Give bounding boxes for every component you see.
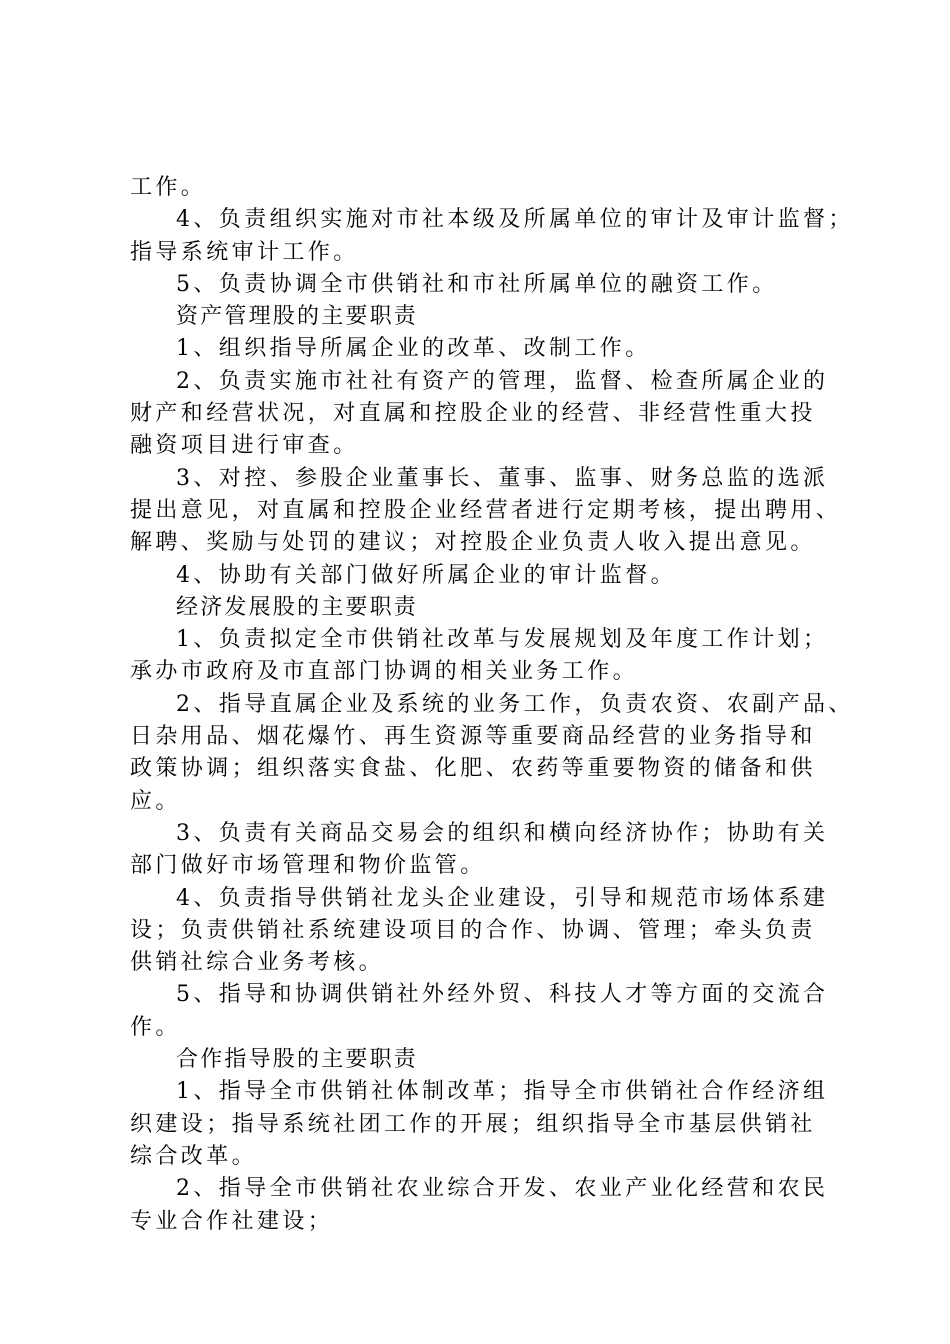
paragraph-line: 1、组织指导所属企业的改革、改制工作。 — [176, 336, 651, 362]
paragraph-line: 综合改革。 — [130, 1143, 258, 1169]
paragraph-line: 2、负责实施市社社有资产的管理，监督、检查所属企业的 — [176, 368, 829, 394]
paragraph-line: 1、负责拟定全市供销社改革与发展规划及年度工作计划； — [176, 627, 829, 653]
paragraph-line: 3、负责有关商品交易会的组织和横向经济协作；协助有关 — [176, 820, 829, 846]
paragraph-line: 4、负责指导供销社龙头企业建设，引导和规范市场体系建 — [176, 885, 829, 911]
paragraph-line: 解聘、奖励与处罚的建议；对控股企业负责人收入提出意见。 — [130, 530, 816, 556]
paragraph-line: 1、指导全市供销社体制改革；指导全市供销社合作经济组 — [176, 1079, 829, 1105]
paragraph-line: 部门做好市场管理和物价监管。 — [130, 853, 486, 879]
paragraph-line: 4、负责组织实施对市社本级及所属单位的审计及审计监督； — [176, 207, 854, 233]
paragraph-line: 作。 — [130, 1014, 181, 1040]
section-heading: 合作指导股的主要职责 — [176, 1047, 419, 1073]
paragraph-line: 工作。 — [130, 175, 207, 200]
paragraph-line: 专业合作社建设； — [130, 1208, 334, 1234]
paragraph-line: 织建设；指导系统社团工作的开展；组织指导全市基层供销社 — [130, 1111, 816, 1137]
paragraph-line: 承办市政府及市直部门协调的相关业务工作。 — [130, 659, 639, 685]
paragraph-line: 日杂用品、烟花爆竹、再生资源等重要商品经营的业务指导和 — [130, 724, 816, 750]
paragraph-line: 3、对控、参股企业董事长、董事、监事、财务总监的选派 — [176, 465, 829, 491]
paragraph-line: 政策协调；组织落实食盐、化肥、农药等重要物资的储备和供 — [130, 756, 816, 782]
paragraph-line: 2、指导直属企业及系统的业务工作，负责农资、农副产品、 — [176, 691, 854, 717]
paragraph-line: 提出意见，对直属和控股企业经营者进行定期考核，提出聘用、 — [130, 497, 842, 523]
paragraph-line: 2、指导全市供销社农业综合开发、农业产业化经营和农民 — [176, 1176, 829, 1202]
paragraph-line: 设；负责供销社系统建设项目的合作、协调、管理；牵头负责 — [130, 917, 816, 943]
section-heading: 资产管理股的主要职责 — [176, 304, 419, 330]
paragraph-line: 5、指导和协调供销社外经外贸、科技人才等方面的交流合 — [176, 982, 829, 1008]
paragraph-line: 供销社综合业务考核。 — [130, 950, 385, 976]
paragraph-line: 指导系统审计工作。 — [130, 239, 359, 265]
paragraph-line: 应。 — [130, 788, 181, 814]
paragraph-line: 5、负责协调全市供销社和市社所属单位的融资工作。 — [176, 271, 778, 297]
section-heading: 经济发展股的主要职责 — [176, 594, 419, 620]
paragraph-line: 财产和经营状况，对直属和控股企业的经营、非经营性重大投 — [130, 401, 816, 427]
document-body — [130, 172, 854, 1238]
paragraph-line: 融资项目进行审查。 — [130, 433, 359, 459]
paragraph-line: 4、协助有关部门做好所属企业的审计监督。 — [176, 562, 676, 588]
